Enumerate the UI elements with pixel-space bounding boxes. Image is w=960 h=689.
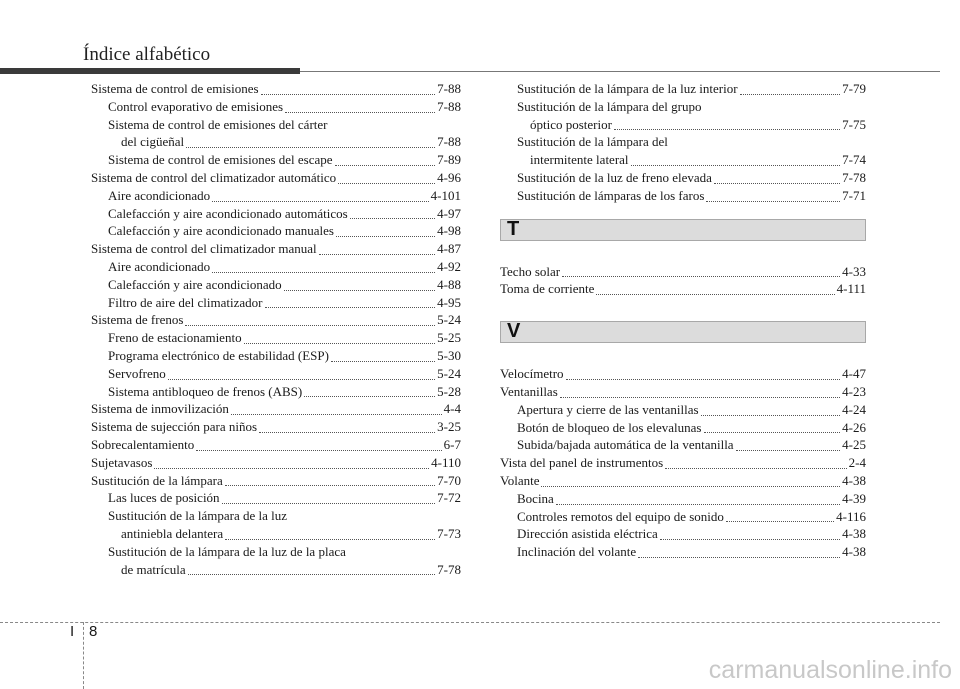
dot-leader: [225, 485, 435, 486]
dot-leader: [736, 450, 841, 451]
index-page-ref: 4-24: [842, 401, 866, 417]
index-entry: [500, 151, 866, 169]
index-page-ref: 4-95: [437, 294, 461, 310]
header-bar: [0, 68, 300, 74]
index-entry: [500, 472, 866, 490]
index-entry-heading: Sustitución de la lámpara de la luz: [108, 508, 288, 524]
section-letter-label: V: [507, 320, 521, 343]
index-entry-text: Sistema de control del climatizador manual: [91, 241, 317, 257]
dot-leader: [319, 254, 436, 255]
index-entry: [91, 418, 461, 436]
dot-leader: [265, 307, 436, 308]
index-entry: [500, 508, 866, 526]
index-entry-text: Control evaporativo de emisiones: [108, 98, 284, 114]
index-entry-text: Techo solar: [500, 263, 561, 279]
index-entry-text: Sistema de control de emisiones del escape: [108, 152, 333, 168]
index-entry: [91, 133, 461, 151]
dot-leader: [740, 94, 841, 95]
footer-rule: [0, 622, 940, 623]
watermark: carmanualsonline.info: [708, 656, 952, 684]
index-page-ref: 7-88: [437, 98, 461, 114]
index-page-ref: 5-24: [437, 312, 461, 328]
dot-leader: [562, 276, 840, 277]
index-page-ref: 4-87: [437, 241, 461, 257]
index-entry-text: Sustitución de lámparas de los faros: [517, 187, 705, 203]
dot-leader: [186, 147, 435, 148]
index-entry: [91, 98, 461, 116]
index-page-ref: 7-73: [437, 525, 461, 541]
index-entry-text: Aire acondicionado: [108, 187, 211, 203]
index-entry: [91, 489, 461, 507]
index-entry-text: Sistema de inmovilización: [91, 401, 229, 417]
index-page-ref: 7-72: [437, 490, 461, 506]
index-entry-text: Calefacción y aire acondicionado manuales: [108, 223, 334, 239]
index-entry-heading: Sustitución de la lámpara del: [517, 134, 668, 150]
index-entry-text: Dirección asistida eléctrica: [517, 526, 658, 542]
index-entry: [91, 294, 461, 312]
index-entry-text: Filtro de aire del climatizador: [108, 294, 263, 310]
index-entry: [91, 187, 461, 205]
index-entry-text: Apertura y cierre de las ventanillas: [517, 401, 699, 417]
index-entry-text: Sujetavasos: [91, 454, 153, 470]
footer-divider: [83, 622, 84, 689]
index-entry-text: Sistema de control del climatizador automático: [91, 169, 337, 185]
index-page-ref: 4-4: [443, 401, 461, 417]
dot-leader: [336, 236, 435, 237]
index-entry-text: óptico posterior: [530, 116, 612, 132]
index-page-ref: 5-25: [437, 330, 461, 346]
index-page-ref: 7-88: [437, 134, 461, 150]
index-entry: [91, 276, 461, 294]
index-entry: [500, 80, 866, 98]
index-entry: [500, 454, 866, 472]
index-entry: [91, 329, 461, 347]
index-entry: [91, 347, 461, 365]
index-page-ref: 7-71: [842, 187, 866, 203]
index-entry-text: Aire acondicionado: [108, 258, 211, 274]
index-entry-text: Vista del panel de instrumentos: [500, 455, 664, 471]
dot-leader: [212, 272, 435, 273]
dot-leader: [338, 183, 435, 184]
dot-leader: [231, 414, 442, 415]
index-page-ref: 7-78: [842, 169, 866, 185]
dot-leader: [284, 290, 436, 291]
index-page-ref: 4-98: [437, 223, 461, 239]
dot-leader: [259, 432, 435, 433]
index-page-ref: 4-33: [842, 263, 866, 279]
index-entry-text: intermitente lateral: [530, 152, 629, 168]
index-entry-text: Subida/bajada automática de la ventanilla: [517, 437, 734, 453]
dot-leader: [350, 218, 435, 219]
index-page-ref: 4-101: [430, 187, 461, 203]
dot-leader: [701, 415, 841, 416]
index-entry-text: Sistema de frenos: [91, 312, 184, 328]
dot-leader: [614, 129, 840, 130]
dot-leader: [638, 557, 840, 558]
section-letter-label: T: [507, 217, 520, 240]
index-entry: [500, 543, 866, 561]
index-page-ref: 4-97: [437, 205, 461, 221]
index-page-ref: 2-4: [848, 455, 866, 471]
dot-leader: [244, 343, 436, 344]
index-entry-text: Ventanillas: [500, 383, 558, 399]
index-entry-heading: Sistema de control de emisiones del cárter: [108, 116, 328, 132]
index-entry: [500, 169, 866, 187]
index-entry-text: Calefacción y aire acondicionado automáticos: [108, 205, 348, 221]
index-entry-text: Sobrecalentamiento: [91, 436, 195, 452]
index-entry-text: Programa electrónico de estabilidad (ESP): [108, 347, 329, 363]
index-page-ref: 4-26: [842, 419, 866, 435]
index-entry-text: Sistema de control de emisiones: [91, 81, 259, 96]
index-entry-text: Sistema de sujección para niños: [91, 419, 258, 435]
header-rule: [300, 71, 940, 72]
index-entry-text: de matrícula: [121, 561, 186, 577]
index-page-ref: 4-88: [437, 276, 461, 292]
dot-leader: [541, 486, 840, 487]
dot-leader: [665, 468, 847, 469]
dot-leader: [560, 397, 840, 398]
index-entry-text: Sustitución de la luz de freno elevada: [517, 169, 712, 185]
index-entry-text: antiniebla delantera: [121, 525, 224, 541]
index-column-left: [91, 80, 461, 578]
index-entry-text: Sustitución de la lámpara: [91, 472, 223, 488]
dot-leader: [596, 294, 834, 295]
index-entry-text: Velocímetro: [500, 366, 564, 382]
index-entry-text: Servofreno: [108, 365, 166, 381]
index-entry: [500, 365, 866, 383]
dot-leader: [704, 432, 841, 433]
index-entry: [91, 365, 461, 383]
index-entry: [500, 116, 866, 134]
index-entry: [91, 472, 461, 490]
index-entry-text: Freno de estacionamiento: [108, 330, 242, 346]
index-entry: [91, 311, 461, 329]
index-entry-text: Bocina: [517, 490, 554, 506]
index-entry: [91, 525, 461, 543]
dot-leader: [335, 165, 436, 166]
spacer: [500, 298, 866, 307]
index-page-ref: 4-38: [842, 526, 866, 542]
index-entry: [91, 151, 461, 169]
dot-leader: [168, 379, 435, 380]
index-page-ref: 7-75: [842, 116, 866, 132]
index-entry-text: Controles remotos del equipo de sonido: [517, 508, 724, 524]
index-entry-heading: Sustitución de la lámpara de la luz de la placa: [108, 543, 346, 559]
index-entry-text: Toma de corriente: [500, 281, 595, 297]
index-page-ref: 5-28: [437, 383, 461, 399]
index-page-ref: 4-39: [842, 490, 866, 506]
dot-leader: [304, 396, 435, 397]
index-page-ref: 7-78: [437, 561, 461, 577]
index-page-ref: 4-25: [842, 437, 866, 453]
index-entry: [91, 454, 461, 472]
index-entry: [500, 490, 866, 508]
index-entry-text: Inclinación del volante: [517, 544, 637, 560]
index-entry-text: Sistema antibloqueo de frenos (ABS): [108, 383, 303, 399]
index-entry-text: Sustitución de la lámpara de la luz interior: [517, 81, 738, 96]
index-entry: [91, 222, 461, 240]
index-page-ref: 7-89: [437, 152, 461, 168]
index-entry: [91, 169, 461, 187]
index-page-ref: 3-25: [437, 419, 461, 435]
index-page-ref: 4-111: [836, 281, 866, 297]
index-page-ref: 4-116: [836, 508, 866, 524]
dot-leader: [556, 504, 840, 505]
index-page-ref: 4-38: [842, 472, 866, 488]
dot-leader: [261, 94, 436, 95]
index-page-ref: 7-70: [437, 472, 461, 488]
index-entry: [500, 263, 866, 281]
dot-leader: [188, 574, 436, 575]
page-title: Índice alfabético: [83, 44, 211, 65]
index-entry: [91, 436, 461, 454]
dot-leader: [154, 468, 429, 469]
section-letter-bar: [500, 321, 866, 343]
index-entry: [91, 205, 461, 223]
dot-leader: [185, 325, 435, 326]
index-entry-heading: Sustitución de la lámpara del grupo: [517, 98, 702, 114]
section-letter: I: [70, 623, 75, 640]
index-entry: [91, 561, 461, 579]
index-entry-text: Botón de bloqueo de los elevalunas: [517, 419, 702, 435]
index-entry: [500, 401, 866, 419]
index-entry: [500, 419, 866, 437]
dot-leader: [726, 521, 834, 522]
index-entry-text: del cigüeñal: [121, 134, 185, 150]
index-page-ref: 4-38: [842, 544, 866, 560]
index-page-ref: 7-88: [437, 81, 461, 96]
index-page-ref: 6-7: [443, 436, 461, 452]
dot-leader: [714, 183, 840, 184]
dot-leader: [331, 361, 435, 362]
index-entry: [91, 240, 461, 258]
index-entry-text: Calefacción y aire acondicionado: [108, 276, 282, 292]
dot-leader: [706, 201, 840, 202]
index-page-ref: 5-30: [437, 347, 461, 363]
index-entry: [500, 383, 866, 401]
index-entry-text: Las luces de posición: [108, 490, 220, 506]
index-page-ref: 5-24: [437, 365, 461, 381]
section-letter-bar: [500, 219, 866, 241]
index-entry: [500, 280, 866, 298]
page-number: 8: [89, 623, 98, 640]
index-page-ref: 4-23: [842, 383, 866, 399]
index-entry: [91, 383, 461, 401]
dot-leader: [225, 539, 435, 540]
index-page-ref: 4-110: [431, 454, 461, 470]
dot-leader: [566, 379, 841, 380]
index-entry: [91, 258, 461, 276]
index-column-right: [500, 80, 866, 561]
dot-leader: [285, 112, 435, 113]
index-entry: [500, 187, 866, 205]
index-page-ref: 4-47: [842, 366, 866, 382]
dot-leader: [660, 539, 840, 540]
dot-leader: [222, 503, 436, 504]
index-page-ref: 4-96: [437, 169, 461, 185]
index-entry: [91, 400, 461, 418]
index-entry: [500, 436, 866, 454]
index-entry: [500, 525, 866, 543]
dot-leader: [196, 450, 441, 451]
dot-leader: [212, 201, 429, 202]
dot-leader: [631, 165, 841, 166]
index-entry: [91, 80, 461, 98]
index-entry-text: Volante: [500, 472, 540, 488]
index-page-ref: 7-74: [842, 152, 866, 168]
index-page-ref: 7-79: [842, 81, 866, 96]
index-page-ref: 4-92: [437, 258, 461, 274]
